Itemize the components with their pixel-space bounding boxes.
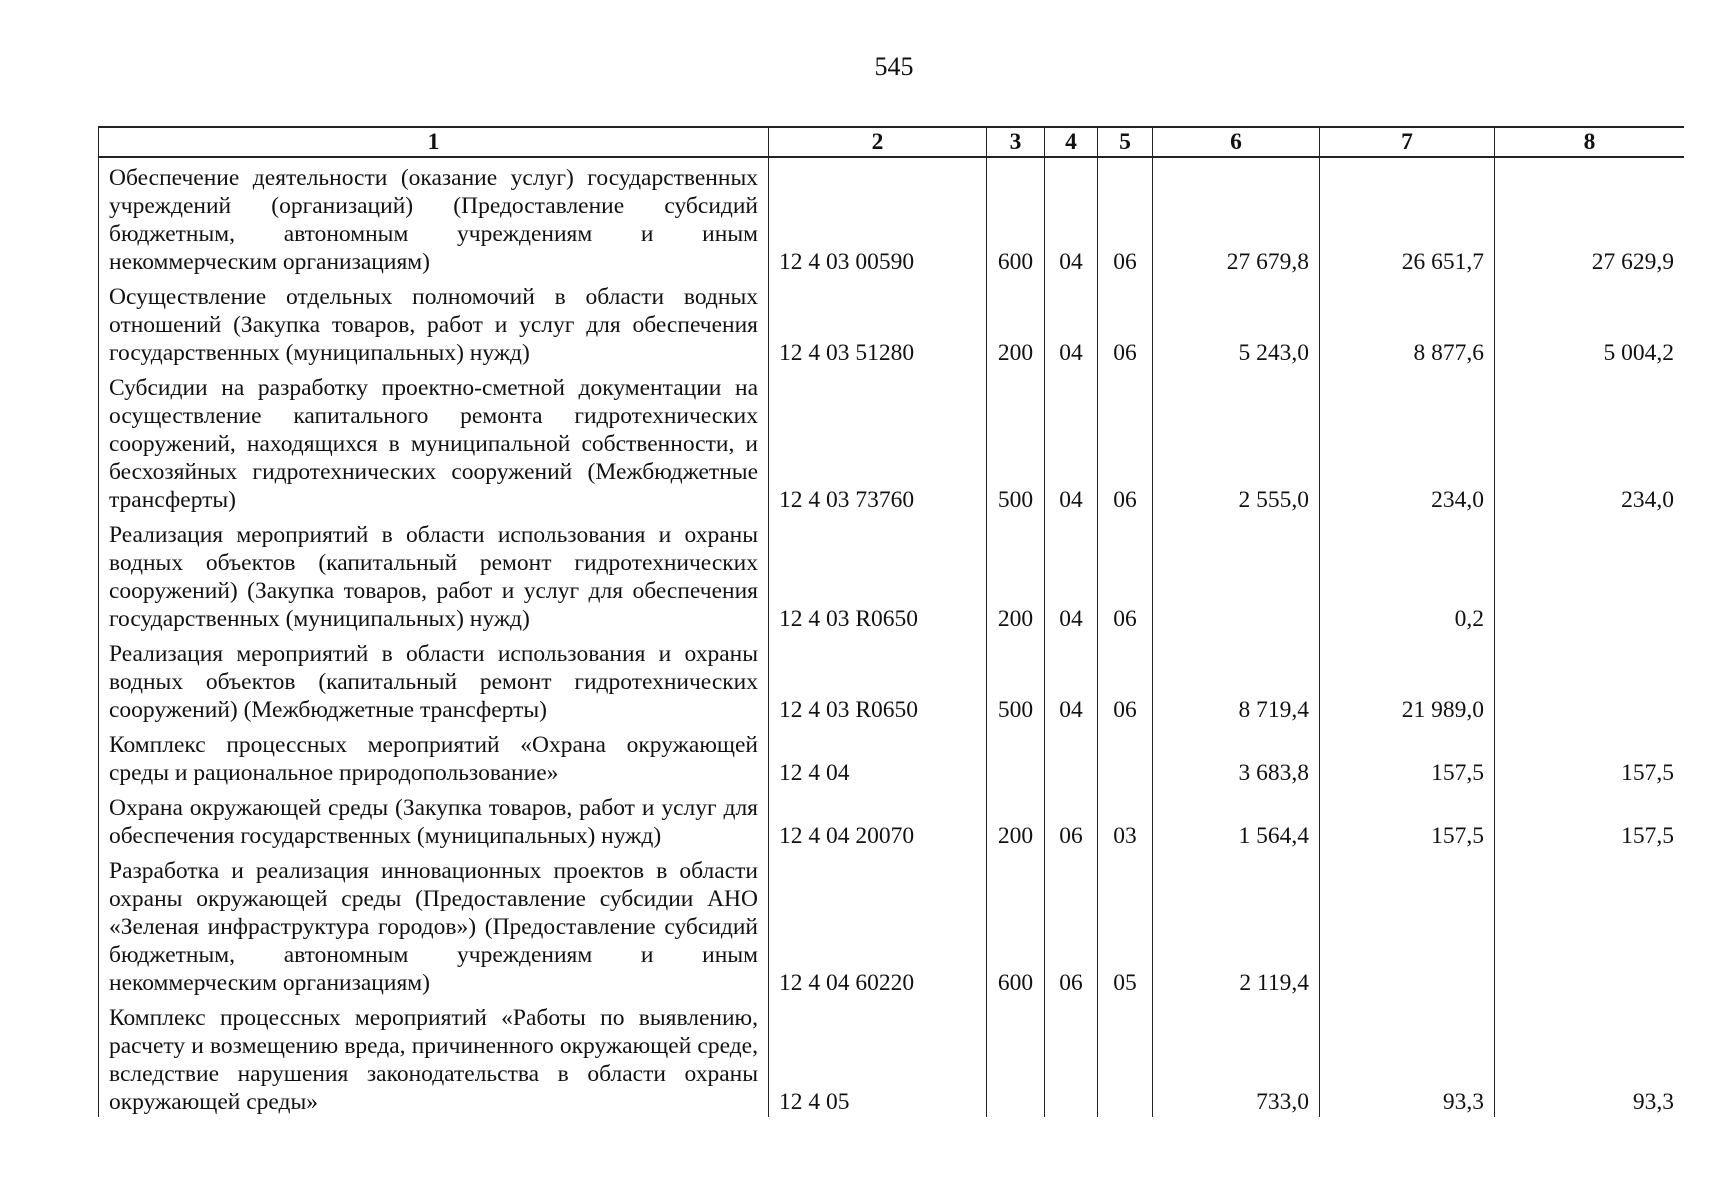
row-name: Субсидии на разработку проектно-сметной документации на осуществление капитального ремонта гидротехнических сооружений, находящихся в муниципальной собственности, и бесхозяйных гидротехнических сооружений (Межбюджетные трансферты) [99,368,769,515]
row-col8: 93,3 [1495,998,1685,1117]
row-col7: 93,3 [1320,998,1495,1117]
row-col3: 600 [987,157,1045,277]
table-row [99,515,1685,634]
table-row [99,998,1685,1117]
row-code: 12 4 04 [769,725,987,788]
column-header: 3 [987,127,1045,157]
row-col7: 26 651,7 [1320,157,1495,277]
row-col8: 27 629,9 [1495,157,1685,277]
row-code: 12 4 03 73760 [769,368,987,515]
row-name: Комплекс процессных мероприятий «Охрана окружающей среды и рациональное природопользование» [99,725,769,788]
row-col7: 157,5 [1320,725,1495,788]
row-code: 12 4 03 51280 [769,277,987,368]
page-number: 545 [874,52,914,81]
row-col5: 05 [1098,851,1153,998]
row-col8: 234,0 [1495,368,1685,515]
column-header: 5 [1098,127,1153,157]
row-col4: 04 [1045,368,1098,515]
row-col5: 06 [1098,515,1153,634]
row-col6: 27 679,8 [1153,157,1320,277]
column-header: 1 [99,127,769,157]
row-col4: 04 [1045,277,1098,368]
header-row [99,127,1685,157]
row-col7: 234,0 [1320,368,1495,515]
column-header: 8 [1495,127,1685,157]
row-col7 [1320,851,1495,998]
row-col3: 600 [987,851,1045,998]
budget-table-wrapper [98,126,1684,1134]
table-row [99,725,1685,788]
row-col3: 200 [987,277,1045,368]
row-name: Комплекс процессных мероприятий «Работы по выявлению, расчету и возмещению вреда, причиненного окружающей среде, вследствие нарушения законодательства в области охраны окружающей среды» [99,998,769,1117]
row-name: Разработка и реализация инновационных проектов в области охраны окружающей среды (Предоставление субсидии АНО «Зеленая инфраструктура городов») (Предоставление субсидий бюджетным, автономным учреждениям и иным некоммерческим организациям) [99,851,769,998]
row-col4: 06 [1045,788,1098,851]
row-col7: 0,2 [1320,515,1495,634]
row-col5: 03 [1098,788,1153,851]
table-row [99,368,1685,515]
row-col6: 2 119,4 [1153,851,1320,998]
row-col7: 157,5 [1320,788,1495,851]
row-col3: 200 [987,515,1045,634]
row-col3: 200 [987,788,1045,851]
row-col3 [987,725,1045,788]
row-code: 12 4 03 00590 [769,157,987,277]
row-col6: 3 683,8 [1153,725,1320,788]
row-col3 [987,998,1045,1117]
row-code: 12 4 04 60220 [769,851,987,998]
row-col6: 733,0 [1153,998,1320,1117]
row-name: Охрана окружающей среды (Закупка товаров, работ и услуг для обеспечения государственных (муниципальных) нужд) [99,788,769,851]
table-row [99,277,1685,368]
row-col3: 500 [987,634,1045,725]
row-col4: 04 [1045,634,1098,725]
row-col4: 04 [1045,157,1098,277]
row-col5: 06 [1098,634,1153,725]
row-code: 12 4 05 [769,998,987,1117]
row-name: Реализация мероприятий в области использования и охраны водных объектов (капитальный ремонт гидротехнических сооружений) (Межбюджетные трансферты) [99,634,769,725]
row-col3: 500 [987,368,1045,515]
row-name: Осуществление отдельных полномочий в области водных отношений (Закупка товаров, работ и услуг для обеспечения государственных (муниципальных) нужд) [99,277,769,368]
table-row [99,851,1685,998]
column-header: 7 [1320,127,1495,157]
row-col4: 06 [1045,851,1098,998]
row-col5: 06 [1098,157,1153,277]
budget-table [98,126,1684,1117]
row-col8 [1495,851,1685,998]
row-col8: 5 004,2 [1495,277,1685,368]
column-header: 4 [1045,127,1098,157]
row-col6: 2 555,0 [1153,368,1320,515]
row-col6: 1 564,4 [1153,788,1320,851]
row-col6: 8 719,4 [1153,634,1320,725]
row-col8: 157,5 [1495,725,1685,788]
table-row [99,788,1685,851]
row-code: 12 4 03 R0650 [769,634,987,725]
row-col7: 8 877,6 [1320,277,1495,368]
row-col7: 21 989,0 [1320,634,1495,725]
row-col5 [1098,725,1153,788]
row-col4 [1045,998,1098,1117]
row-col5: 06 [1098,368,1153,515]
row-col8: 157,5 [1495,788,1685,851]
table-row [99,634,1685,725]
row-col5: 06 [1098,277,1153,368]
column-header: 2 [769,127,987,157]
row-code: 12 4 03 R0650 [769,515,987,634]
row-name: Реализация мероприятий в области использования и охраны водных объектов (капитальный ремонт гидротехнических сооружений) (Закупка товаров, работ и услуг для обеспечения государственных (муниципальных) нужд) [99,515,769,634]
row-col6 [1153,515,1320,634]
column-header: 6 [1153,127,1320,157]
row-name: Обеспечение деятельности (оказание услуг) государственных учреждений (организаций) (Предоставление субсидий бюджетным, автономным учреждениям и иным некоммерческим организациям) [99,157,769,277]
row-col8 [1495,515,1685,634]
row-col4: 04 [1045,515,1098,634]
row-code: 12 4 04 20070 [769,788,987,851]
table-row [99,157,1685,277]
row-col8 [1495,634,1685,725]
row-col4 [1045,725,1098,788]
row-col5 [1098,998,1153,1117]
row-col6: 5 243,0 [1153,277,1320,368]
